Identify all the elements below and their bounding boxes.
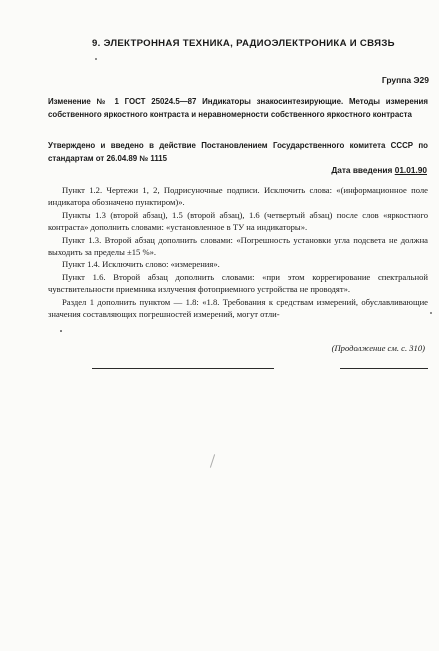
scan-mark xyxy=(210,454,215,468)
amendment-body xyxy=(48,184,428,320)
effective-date-value: 01.01.90 xyxy=(394,165,427,175)
divider-left xyxy=(92,368,274,369)
scan-speck xyxy=(95,58,97,60)
paragraph-item-1-6: Пункт 1.6. Второй абзац дополнить словами: «при этом коррегирование спектральной чувствительности приемника излучения фотоприемного устройства не проводят». xyxy=(48,271,428,295)
amendment-title: Изменение № 1 ГОСТ 25024.5—87 Индикаторы знакосинтезирующие. Методы измерения собственного яркостного контраста и неравномерности собственного яркостного контраста xyxy=(48,97,428,119)
section-header: 9. ЭЛЕКТРОННАЯ ТЕХНИКА, РАДИОЭЛЕКТРОНИКА И СВЯЗЬ xyxy=(92,38,395,49)
paragraph-item-1-3: Пункт 1.3. Второй абзац дополнить словами: «Погрешность установки угла подсвета не должна выходить за пределы ±15 %». xyxy=(48,234,428,258)
scan-speck xyxy=(60,330,62,332)
approval-statement: Утверждено и введено в действие Постановлением Государственного комитета СССР по стандартам от 26.04.89 № 1115 xyxy=(48,141,428,163)
effective-date xyxy=(331,165,427,175)
paragraph-item-1-4: Пункт 1.4. Исключить слово: «измерения». xyxy=(62,259,220,270)
continuation-note: (Продолжение см. с. 310) xyxy=(331,343,425,353)
paragraph-item-1-2: Пункт 1.2. Чертежи 1, 2, Подрисуночные подписи. Исключить слова: «(информационное поле индикатора обозначено пунктиром)». xyxy=(48,185,428,208)
group-label: Группа Э29 xyxy=(381,75,429,85)
divider-right xyxy=(340,368,428,369)
scan-speck xyxy=(430,312,432,314)
effective-date-label: Дата введения xyxy=(331,165,393,175)
paragraph-section-1-8: Раздел 1 дополнить пунктом — 1.8: «1.8. Требования к средствам измерений, обуславливающие значения составляющих погрешностей измерений, могут отли- xyxy=(48,296,428,320)
paragraph-items-1-3-1-5-1-6: Пункты 1.3 (второй абзац), 1.5 (второй абзац), 1.6 (четвертый абзац) после слов «яркостного контраста» дополнить словами: «установленное в ТУ на индикаторы». xyxy=(48,209,428,233)
